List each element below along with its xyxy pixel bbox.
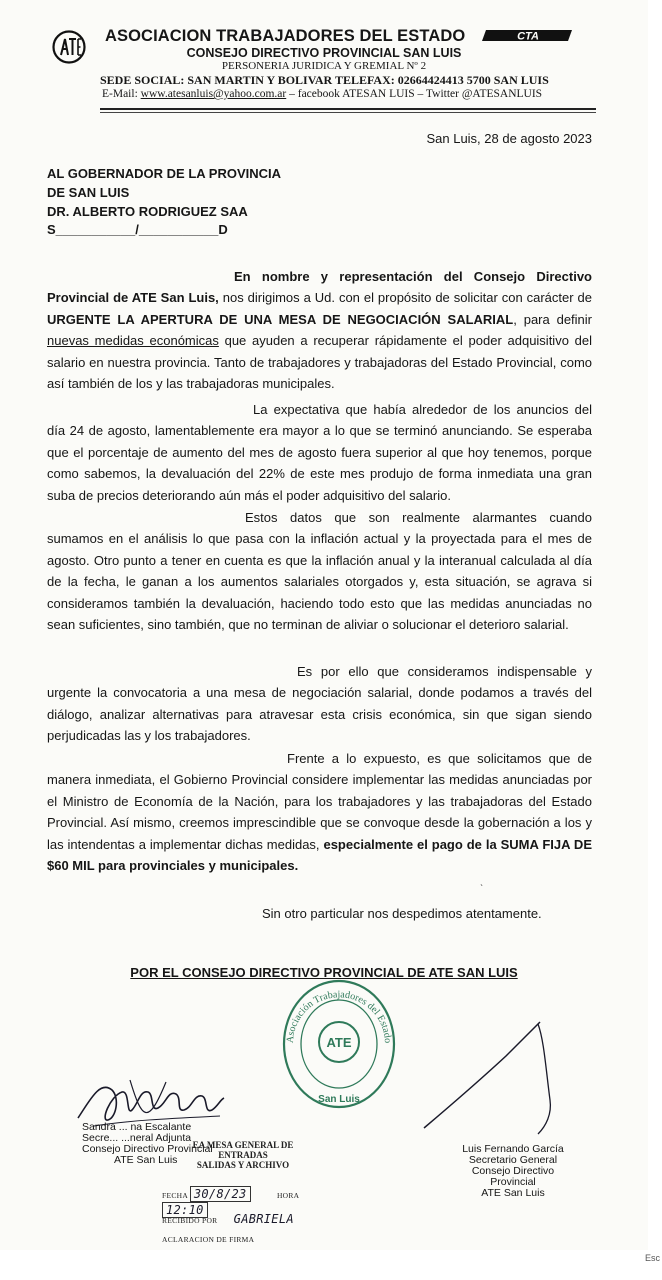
sign-off: Sin otro particular nos despedimos atentamente.	[262, 906, 542, 921]
right-signature	[420, 1010, 570, 1140]
reception-stamp	[150, 1140, 336, 1250]
left-signatory-council: Consejo Directivo Provincial	[82, 1143, 213, 1155]
paragraph-1-lead: En nombre y representación del Consejo Directivo Provincial de ATE San Luis,	[47, 269, 592, 306]
paragraph-5-bold: especialmente el pago de la SUMA FIJA DE $60 MIL para provinciales y municipales.	[47, 836, 592, 874]
addressee-line-3: DR. ALBERTO RODRIGUEZ SAA	[47, 204, 248, 219]
header-address: SEDE SOCIAL: SAN MARTIN Y BOLIVAR TELEFAX: 02664424413 5700 SAN LUIS	[100, 73, 549, 87]
left-signatory-name: Sandra ... na Escalante	[82, 1121, 192, 1133]
header-rule-thin	[100, 112, 596, 113]
organization-seal	[281, 978, 397, 1116]
paragraph-1-text-b: , para definir	[513, 311, 592, 327]
header-contacts	[102, 88, 582, 100]
addressee-line-1: AL GOBERNADOR DE LA PROVINCIA	[47, 166, 282, 181]
left-signatory-org: ATE San Luis	[114, 1154, 178, 1166]
paragraph-1-underlined: nuevas medidas económicas	[47, 333, 219, 349]
addressee-line-2: DE SAN LUIS	[47, 185, 130, 200]
paragraph-3-text: Estos datos que son realmente alarmantes cuando sumamos en el análisis lo que pasa con la inflación actual y la proyectada para el mes de agosto. Otro punto a tener en cuenta es que la inflación anual y la interanual calculada al día de la fecha, le ganan a los aumentos salariales otorgados y, esta situación, se agrava si consideramos también la devaluación, haciendo todo esto que las medidas anunciadas no sean suficientes, sino también, que no terminan de aliviar o solucionar el deterioro salarial.	[47, 510, 592, 633]
right-signatory-name: Luis Fernando García	[462, 1143, 564, 1155]
seal-center: ATE	[326, 1035, 352, 1050]
seal-ring-text: Asociación Trabajadores del Estado	[284, 989, 394, 1044]
council-signature-heading: POR EL CONSEJO DIRECTIVO PROVINCIAL DE ATE SAN LUIS	[130, 965, 518, 980]
stamp-recibido-value: GABRIELA	[233, 1212, 294, 1226]
paragraph-1-urgent: URGENTE LA APERTURA DE UNA MESA DE NEGOCIACIÓN SALARIAL	[47, 311, 514, 327]
org-name: ASOCIACION TRABAJADORES DEL ESTADO	[105, 27, 466, 45]
paragraph-5-text: Frente a lo expuesto, es que solicitamos que de manera inmediata, el Gobierno Provincial considere implementar las medidas anunciadas por el Ministro de Economía de la Nación, para los trabajadores y las trabajadoras del Estado Provincial. Así mismo, creemos imprescindible que se convoque desde la gobernación a los y las intendentas a implementar dichas medidas,	[47, 751, 592, 852]
paragraph-2-text: La expectativa que había alrededor de los anuncios del día 24 de agosto, lamentablemente era mayor a lo que se terminó anunciando. Se esperaba que el porcentaje de aumento del mes de agosto fuera superior al que hoy tenemos, porque como sabemos, la devaluación del 22% de este mes produjo de forma inmediata una gran suba de precios deteriorando aún más el poder adquisitivo del salario.	[47, 402, 592, 503]
seal-city: San Luis	[318, 1094, 360, 1105]
header-legal: PERSONERIA JURIDICA Y GREMIAL Nº 2	[221, 60, 427, 72]
stamp-title-2: ENTRADAS	[218, 1150, 268, 1160]
paragraph-4-text: Es por ello que consideramos indispensable y urgente la convocatoria a una mesa de negociación salarial, donde podamos a través del diálogo, analizar alternativas para atravesar esta crisis económica, sin que sigan siendo perjudicadas las y los trabajadores.	[47, 664, 592, 744]
email-link[interactable]: www.atesanluis@yahoo.com.ar	[140, 88, 287, 100]
paragraph-4	[47, 661, 592, 747]
right-signatory-role: Secretario General	[468, 1154, 558, 1166]
email-label: E-Mail:	[102, 88, 141, 100]
header-council: CONSEJO DIRECTIVO PROVINCIAL SAN LUIS	[186, 46, 462, 60]
letter-date: San Luis, 28 de agosto 2023	[426, 131, 592, 146]
corner-label: Esc	[644, 1253, 660, 1263]
paragraph-1-text-c: que ayuden a recuperar rápidamente el poder adquisitivo del salario en nuestra provincia. Tanto de trabajadores y trabajadoras del Estado Provincial, como así también de los y las trabajadoras municipales.	[47, 333, 592, 392]
stamp-title-1: EA MESA GENERAL DE	[192, 1140, 294, 1150]
header-rule	[100, 108, 596, 110]
right-signatory-block	[448, 1144, 578, 1199]
stamp-aclaracion-label: ACLARACION DE FIRMA	[162, 1235, 255, 1244]
cta-label: CTA	[517, 30, 539, 42]
paragraph-3	[47, 507, 592, 635]
stamp-hora-value: 12:10	[162, 1202, 208, 1218]
stamp-title-3: SALIDAS Y ARCHIVO	[196, 1160, 290, 1170]
right-signatory-council: Consejo Directivo Provincial	[471, 1165, 555, 1188]
pen-mark: ˋ	[480, 884, 484, 895]
stamp-recibido-label: RECIBIDO POR	[162, 1216, 218, 1225]
addressee-line-4: S___________/___________D	[47, 222, 228, 237]
left-signatory-role: Secre... ...neral Adjunta	[82, 1132, 192, 1144]
cta-logo	[482, 29, 574, 42]
social-handles: – facebook ATESAN LUIS – Twitter @ATESANLUIS	[286, 88, 543, 100]
stamp-fecha-label: FECHA	[162, 1191, 188, 1200]
stamp-hora-label: HORA	[276, 1191, 299, 1200]
paragraph-1	[47, 266, 592, 394]
paragraph-1-text-a: nos dirigimos a Ud. con el propósito de solicitar con carácter de	[218, 290, 592, 306]
paragraph-2	[47, 399, 592, 506]
right-signatory-org: ATE San Luis	[481, 1187, 545, 1199]
paragraph-5	[47, 748, 592, 876]
stamp-fecha-value: 30/8/23	[190, 1186, 251, 1202]
